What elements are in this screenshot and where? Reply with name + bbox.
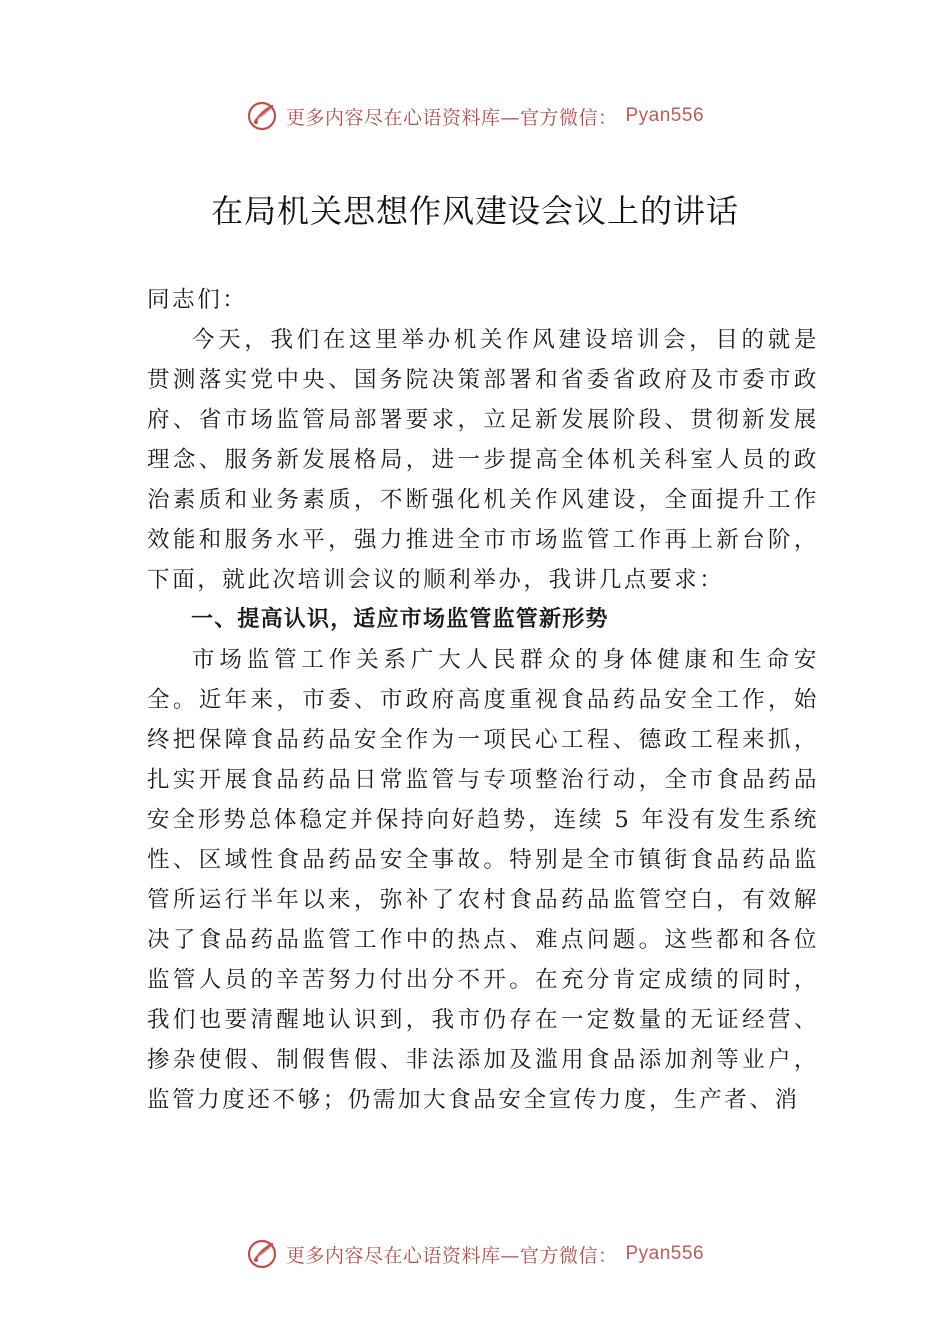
watermark-text: 更多内容尽在心语资料库—官方微信： xyxy=(285,1244,618,1267)
watermark-wechat-id: Pyan556 xyxy=(625,1243,705,1264)
watermark-footer xyxy=(0,1234,950,1274)
document-body xyxy=(147,280,819,1120)
watermark-text: 更多内容尽在心语资料库—官方微信： xyxy=(285,106,618,129)
section-1-paragraph: 市场监管工作关系广大人民群众的身体健康和生命安全。近年来，市委、市政府高度重视食品药品安全工作，始终把保障食品药品安全作为一项民心工程、德政工程来抓， 扎实开展食品药品日常监管与专项整治行动，全市食品药品安全形势总体稳定并保持向好趋势，连续 5 年没有发生系统性、区域性食品药品安全事故。特别是全市镇街食品药品监管所运行半年以来，弥补了农村食品药品监管空白，有效解决了食品药品监管工作中的热点、难点问题。这些都和各位监管人员的辛苦努力付出分不开。在充分肯定成绩的同时， 我们也要清醒地认识到，我市仍存在一定数量的无证经营、 掺杂使假、制假售假、非法添加及滥用食品添加剂等业户， 监管力度还不够；仍需加大食品安全宣传力度，生产者、消 xyxy=(147,647,819,1113)
intro-paragraph: 今天，我们在这里举办机关作风建设培训会，目的就是贯测落实党中央、国务院决策部署和省委省政府及市委市政府、省市场监管局部署要求，立足新发展阶段、贯彻新发展理念、服务新发展格局，进一步提高全体机关科室人员的政治素质和业务素质，不断强化机关作风建设，全面提升工作效能和服务水平，强力推进全市市场监管工作再上新台阶， 下面，就此次培训会议的顺利举办，我讲几点要求： xyxy=(147,327,819,593)
quill-heart-logo-icon xyxy=(246,1238,278,1270)
salutation: 同志们： xyxy=(147,287,248,313)
page-title: 在局机关思想作风建设会议上的讲话 xyxy=(210,192,739,230)
watermark-wechat-id: Pyan556 xyxy=(625,105,705,126)
section-heading-1: 一、提高认识，适应市场监管监管新形势 xyxy=(191,607,609,632)
watermark-header xyxy=(0,96,950,136)
quill-heart-logo-icon xyxy=(246,100,278,132)
